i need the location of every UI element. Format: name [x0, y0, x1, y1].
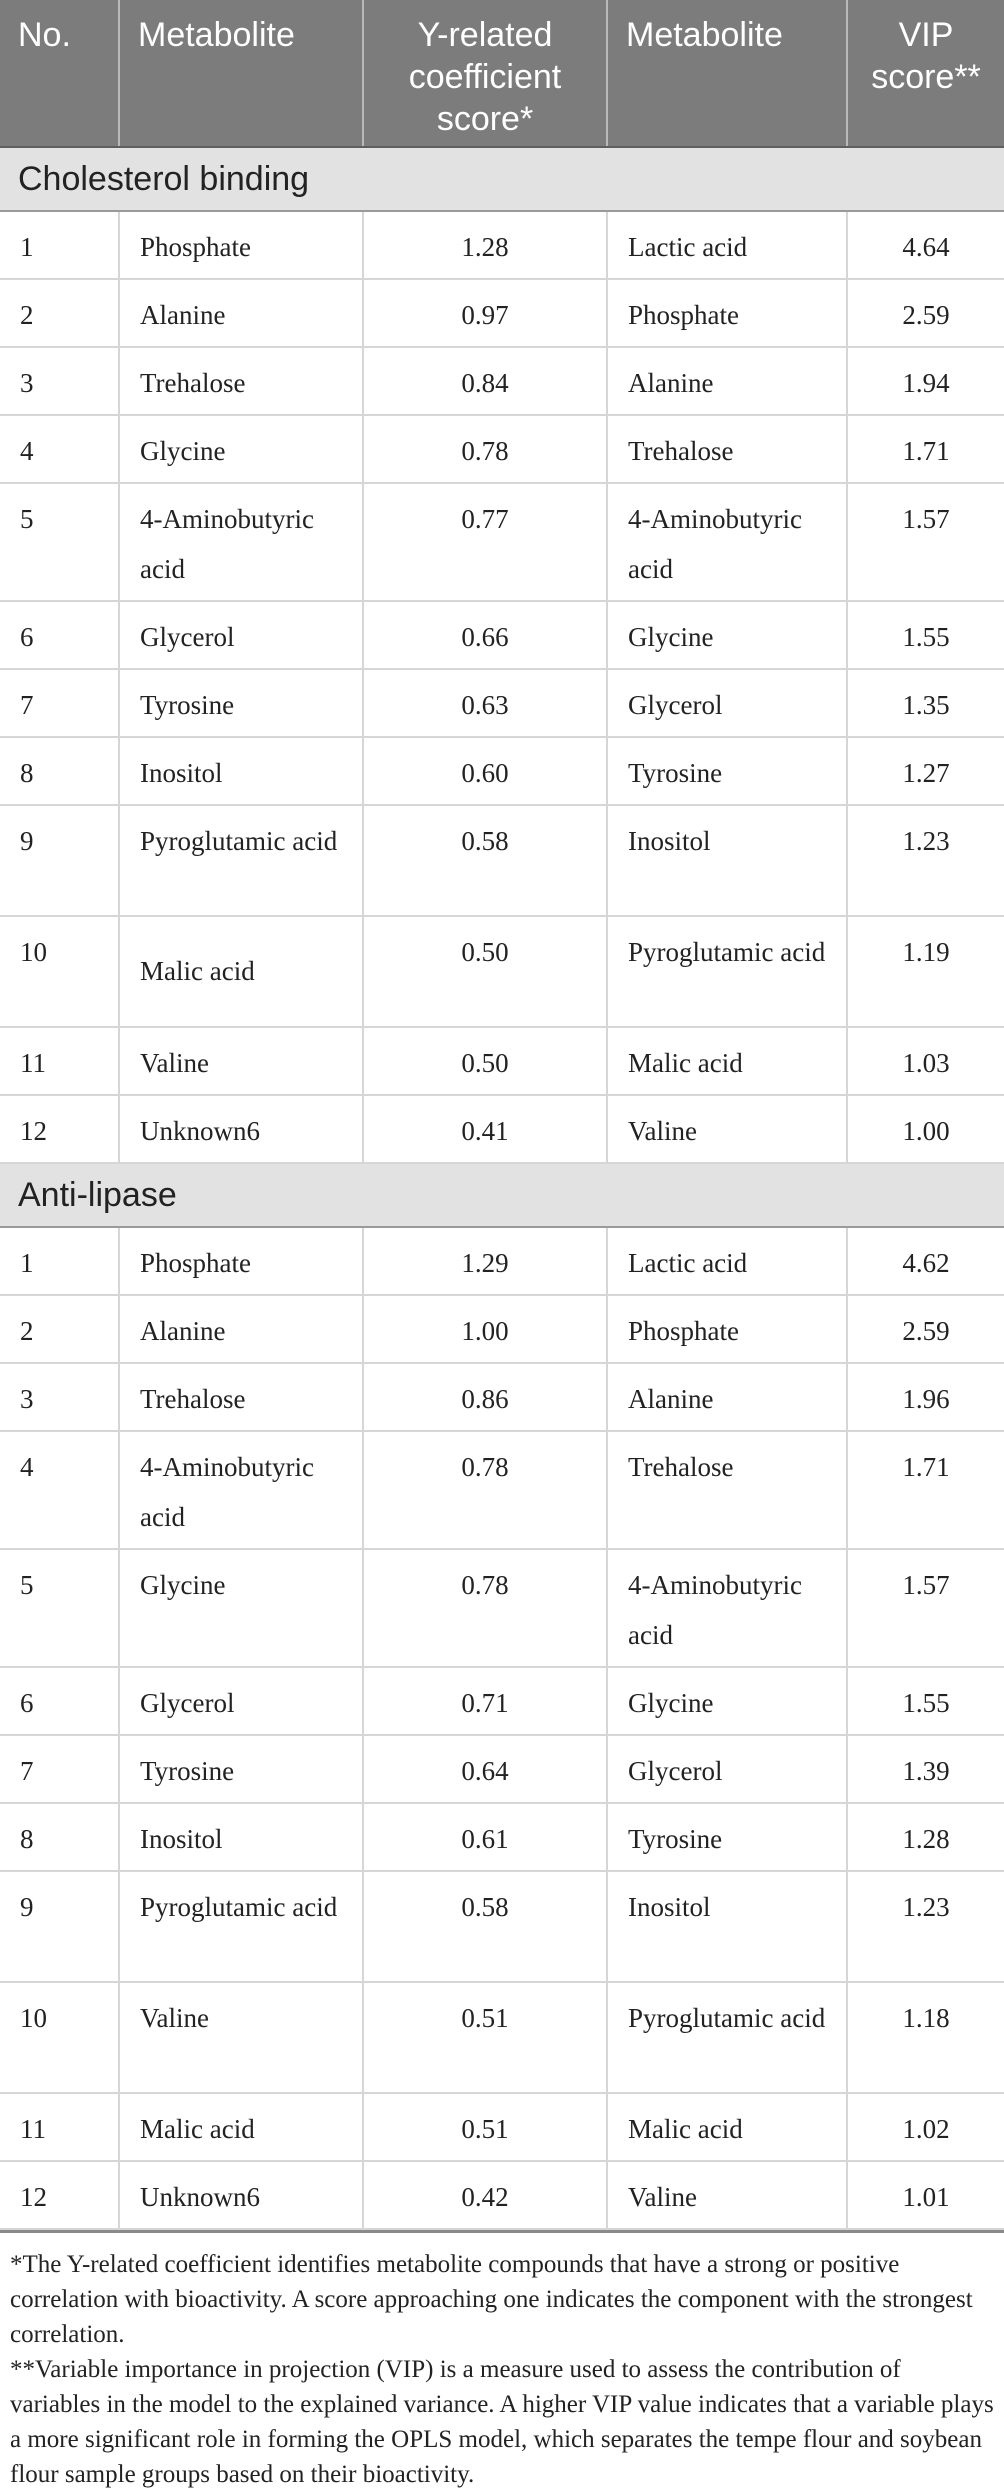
table-row — [0, 1095, 1004, 1163]
section-title: Cholesterol binding — [0, 147, 1004, 211]
metabolite-y-cell: Phosphate — [119, 1227, 363, 1295]
table-row — [0, 805, 1004, 916]
vip-score-cell: 1.03 — [847, 1027, 1004, 1095]
metabolite-vip-cell: Glycerol — [607, 1735, 847, 1803]
row-number-cell: 2 — [0, 279, 119, 347]
table-row — [0, 415, 1004, 483]
vip-score-cell: 1.57 — [847, 1549, 1004, 1667]
vip-score-cell: 1.55 — [847, 1667, 1004, 1735]
metabolite-y-cell: Glycerol — [119, 601, 363, 669]
table-row — [0, 601, 1004, 669]
metabolite-vip-cell: Valine — [607, 2161, 847, 2229]
table-row — [0, 1295, 1004, 1363]
table-row — [0, 916, 1004, 1027]
vip-score-cell: 1.94 — [847, 347, 1004, 415]
metabolite-vip-cell: Glycine — [607, 601, 847, 669]
metabolite-y-cell: Trehalose — [119, 1363, 363, 1431]
table-row — [0, 2161, 1004, 2229]
row-number-cell: 7 — [0, 669, 119, 737]
table-row — [0, 279, 1004, 347]
metabolite-y-cell: Glycine — [119, 415, 363, 483]
row-number-cell: 6 — [0, 1667, 119, 1735]
metabolite-vip-cell: Glycine — [607, 1667, 847, 1735]
table-row — [0, 1431, 1004, 1549]
metabolite-y-cell: Unknown6 — [119, 1095, 363, 1163]
y-score-cell: 0.71 — [363, 1667, 607, 1735]
row-number-cell: 12 — [0, 1095, 119, 1163]
y-score-cell: 0.61 — [363, 1803, 607, 1871]
metabolite-vip-cell: Lactic acid — [607, 1227, 847, 1295]
table-row — [0, 737, 1004, 805]
metabolite-vip-cell: Phosphate — [607, 1295, 847, 1363]
vip-score-cell: 1.02 — [847, 2093, 1004, 2161]
row-number-cell: 5 — [0, 1549, 119, 1667]
metabolite-y-cell: Alanine — [119, 1295, 363, 1363]
metabolite-vip-cell: Tyrosine — [607, 737, 847, 805]
header-vip-score: VIP score** — [847, 0, 1004, 147]
metabolite-y-cell: Tyrosine — [119, 1735, 363, 1803]
table-body — [0, 147, 1004, 2229]
metabolite-y-cell: Pyroglutamic acid — [119, 805, 363, 916]
y-score-cell: 0.50 — [363, 916, 607, 1027]
header-no: No. — [0, 0, 119, 147]
metabolite-y-cell: Trehalose — [119, 347, 363, 415]
table-row — [0, 2093, 1004, 2161]
vip-score-cell: 1.55 — [847, 601, 1004, 669]
y-score-cell: 0.50 — [363, 1027, 607, 1095]
y-score-cell: 0.84 — [363, 347, 607, 415]
y-score-cell: 1.00 — [363, 1295, 607, 1363]
row-number-cell: 4 — [0, 415, 119, 483]
metabolite-vip-cell: Valine — [607, 1095, 847, 1163]
vip-score-cell: 1.35 — [847, 669, 1004, 737]
vip-score-cell: 1.19 — [847, 916, 1004, 1027]
metabolite-vip-cell: Trehalose — [607, 1431, 847, 1549]
vip-score-cell: 4.62 — [847, 1227, 1004, 1295]
section-header-row — [0, 1163, 1004, 1227]
y-score-cell: 0.41 — [363, 1095, 607, 1163]
row-number-cell: 8 — [0, 1803, 119, 1871]
table-row — [0, 483, 1004, 601]
table-row — [0, 1363, 1004, 1431]
metabolite-vip-cell: Malic acid — [607, 1027, 847, 1095]
y-score-cell: 0.86 — [363, 1363, 607, 1431]
y-score-cell: 0.78 — [363, 415, 607, 483]
y-score-cell: 0.58 — [363, 1871, 607, 1982]
metabolite-vip-cell: Inositol — [607, 805, 847, 916]
vip-score-cell: 2.59 — [847, 1295, 1004, 1363]
vip-score-cell: 1.71 — [847, 1431, 1004, 1549]
vip-score-cell: 1.23 — [847, 1871, 1004, 1982]
y-score-cell: 0.60 — [363, 737, 607, 805]
metabolite-vip-cell: Alanine — [607, 1363, 847, 1431]
row-number-cell: 1 — [0, 1227, 119, 1295]
vip-score-cell: 2.59 — [847, 279, 1004, 347]
metabolite-vip-cell: Pyroglutamic acid — [607, 1982, 847, 2093]
header-metabolite-vip: Metabolite — [607, 0, 847, 147]
vip-score-cell: 1.18 — [847, 1982, 1004, 2093]
table-row — [0, 1227, 1004, 1295]
vip-score-cell: 4.64 — [847, 211, 1004, 279]
y-score-cell: 1.29 — [363, 1227, 607, 1295]
vip-score-cell: 1.57 — [847, 483, 1004, 601]
vip-score-cell: 1.96 — [847, 1363, 1004, 1431]
row-number-cell: 10 — [0, 1982, 119, 2093]
y-score-cell: 0.63 — [363, 669, 607, 737]
footnote-vip: **Variable importance in projection (VIP) is a measure used to assess the contribution of variables in the model to the explained variance. A higher VIP value indicates that a variable plays a more significant role in forming the OPLS model, which separates the tempe flour and soybean flour sample groups based on their bioactivity. — [10, 2356, 994, 2488]
metabolite-vip-cell: 4-Aminobutyric acid — [607, 483, 847, 601]
metabolite-y-cell: Unknown6 — [119, 2161, 363, 2229]
y-score-cell: 0.77 — [363, 483, 607, 601]
row-number-cell: 8 — [0, 737, 119, 805]
table-row — [0, 669, 1004, 737]
table-row — [0, 1667, 1004, 1735]
y-score-cell: 0.66 — [363, 601, 607, 669]
row-number-cell: 5 — [0, 483, 119, 601]
table-row — [0, 1549, 1004, 1667]
metabolite-y-cell: 4-Aminobutyric acid — [119, 483, 363, 601]
table-row — [0, 347, 1004, 415]
row-number-cell: 2 — [0, 1295, 119, 1363]
row-number-cell: 3 — [0, 347, 119, 415]
y-score-cell: 0.64 — [363, 1735, 607, 1803]
metabolite-y-cell: Malic acid — [119, 2093, 363, 2161]
table-row — [0, 1027, 1004, 1095]
metabolite-vip-cell: Trehalose — [607, 415, 847, 483]
row-number-cell: 10 — [0, 916, 119, 1027]
vip-score-cell: 1.27 — [847, 737, 1004, 805]
header-y-related-score: Y-related coefficient score* — [363, 0, 607, 147]
metabolite-y-cell: Valine — [119, 1027, 363, 1095]
row-number-cell: 7 — [0, 1735, 119, 1803]
section-header-row — [0, 147, 1004, 211]
metabolite-y-cell: Malic acid — [119, 916, 363, 1027]
row-number-cell: 11 — [0, 2093, 119, 2161]
header-metabolite-y: Metabolite — [119, 0, 363, 147]
metabolite-y-cell: Inositol — [119, 1803, 363, 1871]
row-number-cell: 11 — [0, 1027, 119, 1095]
y-score-cell: 0.78 — [363, 1431, 607, 1549]
metabolite-y-cell: Valine — [119, 1982, 363, 2093]
metabolite-vip-cell: Alanine — [607, 347, 847, 415]
row-number-cell: 1 — [0, 211, 119, 279]
vip-score-cell: 1.00 — [847, 1095, 1004, 1163]
vip-score-cell: 1.71 — [847, 415, 1004, 483]
y-score-cell: 0.51 — [363, 2093, 607, 2161]
metabolite-y-cell: Inositol — [119, 737, 363, 805]
metabolite-vip-cell: Lactic acid — [607, 211, 847, 279]
metabolite-y-cell: Alanine — [119, 279, 363, 347]
metabolite-vip-cell: Glycerol — [607, 669, 847, 737]
table-row — [0, 1871, 1004, 1982]
row-number-cell: 9 — [0, 805, 119, 916]
table-row — [0, 1982, 1004, 2093]
metabolite-vip-cell: Malic acid — [607, 2093, 847, 2161]
table-row — [0, 1803, 1004, 1871]
table-row — [0, 211, 1004, 279]
table-footnotes — [0, 2230, 1004, 2492]
vip-score-cell: 1.01 — [847, 2161, 1004, 2229]
vip-score-cell: 1.23 — [847, 805, 1004, 916]
row-number-cell: 12 — [0, 2161, 119, 2229]
y-score-cell: 0.97 — [363, 279, 607, 347]
footnote-y-related: *The Y-related coefficient identifies metabolite compounds that have a strong or positive correlation with bioactivity. A score approaching one indicates the component with the strongest correlation. — [10, 2251, 973, 2348]
row-number-cell: 3 — [0, 1363, 119, 1431]
vip-score-cell: 1.28 — [847, 1803, 1004, 1871]
vip-score-cell: 1.39 — [847, 1735, 1004, 1803]
metabolite-y-cell: Glycine — [119, 1549, 363, 1667]
metabolite-y-cell: Tyrosine — [119, 669, 363, 737]
section-title: Anti-lipase — [0, 1163, 1004, 1227]
metabolite-vip-cell: Tyrosine — [607, 1803, 847, 1871]
table-header — [0, 0, 1004, 147]
metabolite-vip-cell: 4-Aminobutyric acid — [607, 1549, 847, 1667]
metabolite-vip-cell: Phosphate — [607, 279, 847, 347]
metabolite-y-cell: Pyroglutamic acid — [119, 1871, 363, 1982]
y-score-cell: 0.42 — [363, 2161, 607, 2229]
metabolite-vip-cell: Inositol — [607, 1871, 847, 1982]
table-row — [0, 1735, 1004, 1803]
row-number-cell: 4 — [0, 1431, 119, 1549]
row-number-cell: 9 — [0, 1871, 119, 1982]
y-score-cell: 0.78 — [363, 1549, 607, 1667]
y-score-cell: 1.28 — [363, 211, 607, 279]
metabolite-y-cell: 4-Aminobutyric acid — [119, 1431, 363, 1549]
y-score-cell: 0.51 — [363, 1982, 607, 2093]
metabolite-y-cell: Glycerol — [119, 1667, 363, 1735]
metabolite-vip-cell: Pyroglutamic acid — [607, 916, 847, 1027]
metabolite-y-cell: Phosphate — [119, 211, 363, 279]
y-score-cell: 0.58 — [363, 805, 607, 916]
row-number-cell: 6 — [0, 601, 119, 669]
